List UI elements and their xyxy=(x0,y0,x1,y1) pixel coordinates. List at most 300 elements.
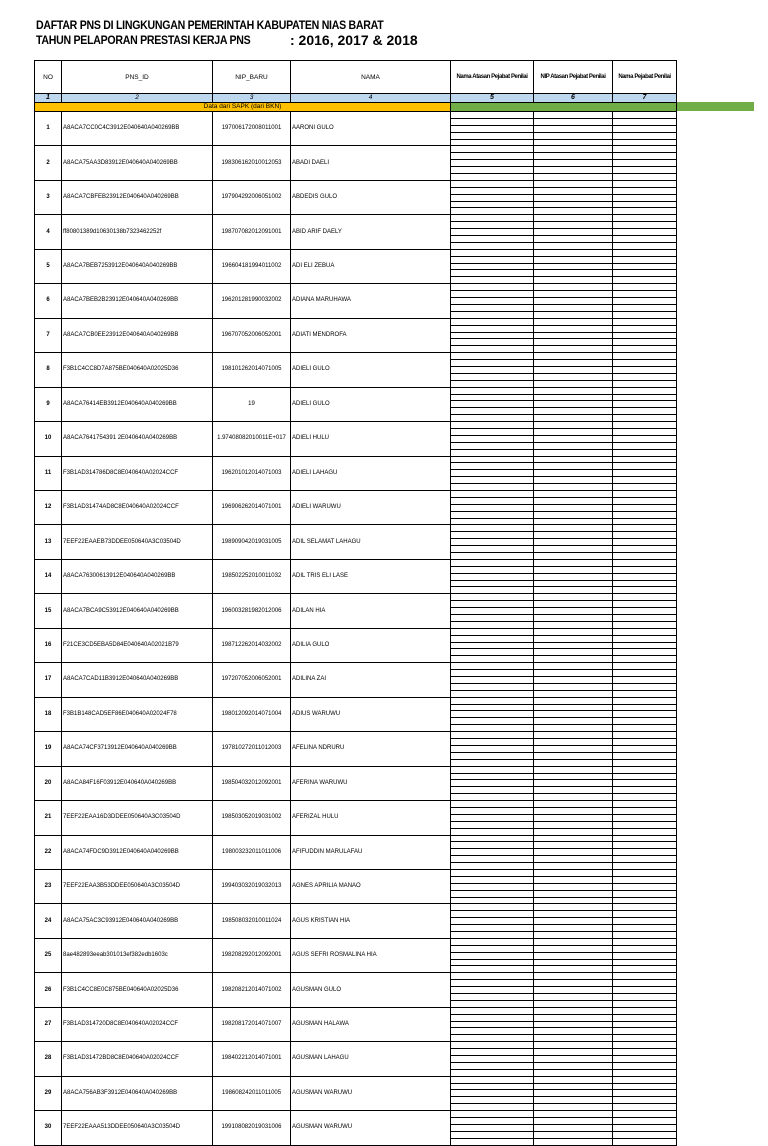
cell-nama-pejabat[interactable] xyxy=(613,566,677,573)
cell-nama-atasan[interactable] xyxy=(451,1056,534,1063)
cell-nip-atasan[interactable] xyxy=(534,277,613,284)
cell-nama-pejabat[interactable] xyxy=(613,366,677,373)
cell-nip-atasan[interactable] xyxy=(534,787,613,794)
cell-nip-atasan[interactable] xyxy=(534,525,613,532)
cell-nama-atasan[interactable] xyxy=(451,732,534,739)
cell-nama-pejabat[interactable] xyxy=(613,608,677,615)
cell-nama-atasan[interactable] xyxy=(451,449,534,456)
cell-nip[interactable]: 199108082019031006 xyxy=(213,1111,291,1145)
cell-no[interactable]: 5 xyxy=(35,249,62,283)
cell-nip[interactable]: 198707082012091001 xyxy=(213,215,291,249)
cell-nip[interactable]: 198508032010011024 xyxy=(213,904,291,938)
cell-nama-pejabat[interactable] xyxy=(613,580,677,587)
cell-nama[interactable]: ADIANA MARUHAWA xyxy=(291,284,451,318)
cell-nama[interactable]: AGUS SEFRI ROSMALINA HIA xyxy=(291,938,451,972)
cell-nama-atasan[interactable] xyxy=(451,187,534,194)
cell-nip-atasan[interactable] xyxy=(534,518,613,525)
cell-nama-atasan[interactable] xyxy=(451,931,534,938)
cell-nama[interactable]: AGUSMAN GULO xyxy=(291,973,451,1007)
cell-nama-atasan[interactable] xyxy=(451,752,534,759)
cell-nip-atasan[interactable] xyxy=(534,325,613,332)
cell-nama-pejabat[interactable] xyxy=(613,187,677,194)
cell-nama-atasan[interactable] xyxy=(451,553,534,560)
col-header-pns-id[interactable]: PNS_ID xyxy=(62,61,213,94)
cell-nama-atasan[interactable] xyxy=(451,849,534,856)
cell-nip-atasan[interactable] xyxy=(534,490,613,497)
cell-nama-pejabat[interactable] xyxy=(613,1124,677,1131)
cell-nama-pejabat[interactable] xyxy=(613,380,677,387)
cell-nama-atasan[interactable] xyxy=(451,270,534,277)
cell-nip-atasan[interactable] xyxy=(534,752,613,759)
cell-nama-pejabat[interactable] xyxy=(613,1021,677,1028)
cell-nama-pejabat[interactable] xyxy=(613,690,677,697)
cell-nip-atasan[interactable] xyxy=(534,911,613,918)
cell-nama[interactable]: ADIL SELAMAT LAHAGU xyxy=(291,525,451,559)
cell-nama-atasan[interactable] xyxy=(451,222,534,229)
cell-nama-atasan[interactable] xyxy=(451,428,534,435)
cell-pns-id[interactable]: F21CE3CD5EBA5D84E040640A02021B79 xyxy=(62,628,213,662)
cell-nama-atasan[interactable] xyxy=(451,718,534,725)
cell-nama-pejabat[interactable] xyxy=(613,649,677,656)
cell-nama-pejabat[interactable] xyxy=(613,1007,677,1014)
cell-nip[interactable]: 198402212014071001 xyxy=(213,1042,291,1076)
cell-nama-atasan[interactable] xyxy=(451,773,534,780)
cell-nama-atasan[interactable] xyxy=(451,311,534,318)
cell-nama-atasan[interactable] xyxy=(451,373,534,380)
cell-nip-atasan[interactable] xyxy=(534,842,613,849)
cell-nama-pejabat[interactable] xyxy=(613,428,677,435)
cell-nip-atasan[interactable] xyxy=(534,904,613,911)
cell-nama-atasan[interactable] xyxy=(451,304,534,311)
cell-nama-pejabat[interactable] xyxy=(613,683,677,690)
cell-nama-pejabat[interactable] xyxy=(613,980,677,987)
cell-nama-pejabat[interactable] xyxy=(613,883,677,890)
cell-nama[interactable]: AGNES APRILIA MANAO xyxy=(291,869,451,903)
cell-nama-pejabat[interactable] xyxy=(613,1118,677,1125)
col-header-nama[interactable]: NAMA xyxy=(291,61,451,94)
cell-nama-atasan[interactable] xyxy=(451,518,534,525)
cell-nama-pejabat[interactable] xyxy=(613,208,677,215)
cell-nama-atasan[interactable] xyxy=(451,677,534,684)
cell-nama-pejabat[interactable] xyxy=(613,180,677,187)
cell-nip-atasan[interactable] xyxy=(534,360,613,367)
cell-nama-atasan[interactable] xyxy=(451,415,534,422)
cell-nama-atasan[interactable] xyxy=(451,1124,534,1131)
cell-nip-atasan[interactable] xyxy=(534,959,613,966)
cell-nama[interactable]: ADIELI GULO xyxy=(291,387,451,421)
cell-nama-pejabat[interactable] xyxy=(613,1042,677,1049)
cell-nama-atasan[interactable] xyxy=(451,484,534,491)
cell-nip-atasan[interactable] xyxy=(534,835,613,842)
cell-nip-atasan[interactable] xyxy=(534,683,613,690)
cell-nip[interactable]: 198504032012092001 xyxy=(213,766,291,800)
cell-nip-atasan[interactable] xyxy=(534,801,613,808)
cell-nama-atasan[interactable] xyxy=(451,1104,534,1111)
cell-nama-atasan[interactable] xyxy=(451,435,534,442)
cell-nip[interactable]: 197904292006051002 xyxy=(213,180,291,214)
cell-nip-atasan[interactable] xyxy=(534,415,613,422)
cell-nip-atasan[interactable] xyxy=(534,139,613,146)
cell-nama-atasan[interactable] xyxy=(451,628,534,635)
cell-nama-atasan[interactable] xyxy=(451,683,534,690)
cell-nama-pejabat[interactable] xyxy=(613,525,677,532)
cell-nama-atasan[interactable] xyxy=(451,525,534,532)
cell-nama-pejabat[interactable] xyxy=(613,711,677,718)
cell-nip[interactable]: 198208212014071002 xyxy=(213,973,291,1007)
cell-nip-atasan[interactable] xyxy=(534,242,613,249)
cell-no[interactable]: 22 xyxy=(35,835,62,869)
cell-nama-pejabat[interactable] xyxy=(613,635,677,642)
cell-nip-atasan[interactable] xyxy=(534,222,613,229)
cell-nip-atasan[interactable] xyxy=(534,311,613,318)
cell-nama-pejabat[interactable] xyxy=(613,270,677,277)
cell-nama-pejabat[interactable] xyxy=(613,987,677,994)
cell-nama-atasan[interactable] xyxy=(451,573,534,580)
cell-nama-atasan[interactable] xyxy=(451,532,534,539)
cell-pns-id[interactable]: A8ACA7CAD11B3912E040640A040269BB xyxy=(62,663,213,697)
cell-nama-atasan[interactable] xyxy=(451,394,534,401)
cell-nama-atasan[interactable] xyxy=(451,945,534,952)
cell-nama-pejabat[interactable] xyxy=(613,773,677,780)
cell-nama-atasan[interactable] xyxy=(451,318,534,325)
cell-nip[interactable]: 197810272011012003 xyxy=(213,732,291,766)
cell-nip[interactable]: 196201281990032002 xyxy=(213,284,291,318)
cell-nama-atasan[interactable] xyxy=(451,973,534,980)
cell-nama-atasan[interactable] xyxy=(451,1021,534,1028)
cell-nama-pejabat[interactable] xyxy=(613,732,677,739)
cell-nip-atasan[interactable] xyxy=(534,697,613,704)
cell-nip-atasan[interactable] xyxy=(534,732,613,739)
cell-nip-atasan[interactable] xyxy=(534,346,613,353)
cell-nip-atasan[interactable] xyxy=(534,1042,613,1049)
cell-nama-atasan[interactable] xyxy=(451,298,534,305)
cell-nip-atasan[interactable] xyxy=(534,773,613,780)
cell-nip-atasan[interactable] xyxy=(534,463,613,470)
cell-nip-atasan[interactable] xyxy=(534,952,613,959)
cell-nama-pejabat[interactable] xyxy=(613,470,677,477)
cell-nama-atasan[interactable] xyxy=(451,745,534,752)
cell-nama-atasan[interactable] xyxy=(451,380,534,387)
cell-nip[interactable]: 196707052006052001 xyxy=(213,318,291,352)
cell-nama-pejabat[interactable] xyxy=(613,959,677,966)
cell-nip-atasan[interactable] xyxy=(534,1118,613,1125)
cell-nip-atasan[interactable] xyxy=(534,601,613,608)
cell-nip-atasan[interactable] xyxy=(534,477,613,484)
cell-no[interactable]: 4 xyxy=(35,215,62,249)
cell-nama-pejabat[interactable] xyxy=(613,849,677,856)
cell-nip-atasan[interactable] xyxy=(534,931,613,938)
cell-nama-pejabat[interactable] xyxy=(613,435,677,442)
cell-nip-atasan[interactable] xyxy=(534,332,613,339)
cell-nip-atasan[interactable] xyxy=(534,649,613,656)
cell-nama-pejabat[interactable] xyxy=(613,553,677,560)
cell-nama[interactable]: AARONI GULO xyxy=(291,112,451,146)
cell-nama[interactable]: AGUS KRISTIAN HIA xyxy=(291,904,451,938)
cell-nama-atasan[interactable] xyxy=(451,215,534,222)
cell-nama-pejabat[interactable] xyxy=(613,284,677,291)
cell-nama-pejabat[interactable] xyxy=(613,242,677,249)
cell-pns-id[interactable]: F3B1C4CC8D7A875BE040640A02025D36 xyxy=(62,353,213,387)
cell-nama-pejabat[interactable] xyxy=(613,332,677,339)
cell-nama[interactable]: ABADI DAELI xyxy=(291,146,451,180)
cell-nip[interactable]: 198712262014032002 xyxy=(213,628,291,662)
cell-nip-atasan[interactable] xyxy=(534,987,613,994)
cell-nama-pejabat[interactable] xyxy=(613,1090,677,1097)
cell-nama-pejabat[interactable] xyxy=(613,794,677,801)
cell-nama[interactable]: ADI ELI ZEBUA xyxy=(291,249,451,283)
cell-nama-pejabat[interactable] xyxy=(613,931,677,938)
cell-nama-atasan[interactable] xyxy=(451,477,534,484)
cell-pns-id[interactable]: F3B1B148CAD5EF86E040640A02024F78 xyxy=(62,697,213,731)
cell-nama-pejabat[interactable] xyxy=(613,504,677,511)
cell-nama-atasan[interactable] xyxy=(451,807,534,814)
cell-nama-atasan[interactable] xyxy=(451,208,534,215)
cell-nama-pejabat[interactable] xyxy=(613,160,677,167)
cell-nama-pejabat[interactable] xyxy=(613,739,677,746)
cell-nama-atasan[interactable] xyxy=(451,904,534,911)
cell-nama-atasan[interactable] xyxy=(451,201,534,208)
cell-nip-atasan[interactable] xyxy=(534,594,613,601)
cell-nama-pejabat[interactable] xyxy=(613,518,677,525)
cell-pns-id[interactable]: 7EEF22EAAEB73DDEE050640A3C03504D xyxy=(62,525,213,559)
cell-nama-atasan[interactable] xyxy=(451,787,534,794)
cell-nama-pejabat[interactable] xyxy=(613,677,677,684)
cell-nama-pejabat[interactable] xyxy=(613,325,677,332)
cell-pns-id[interactable]: 7EEF22EAA3B53DDEE050640A3C03504D xyxy=(62,869,213,903)
cell-nip-atasan[interactable] xyxy=(534,580,613,587)
cell-nama-pejabat[interactable] xyxy=(613,387,677,394)
cell-nip-atasan[interactable] xyxy=(534,718,613,725)
cell-nama-atasan[interactable] xyxy=(451,353,534,360)
cell-nama-atasan[interactable] xyxy=(451,504,534,511)
cell-no[interactable]: 18 xyxy=(35,697,62,731)
cell-nama[interactable]: AFERIZAL HULU xyxy=(291,801,451,835)
cell-nama-atasan[interactable] xyxy=(451,249,534,256)
cell-no[interactable]: 26 xyxy=(35,973,62,1007)
cell-nip-atasan[interactable] xyxy=(534,1131,613,1138)
cell-nip-atasan[interactable] xyxy=(534,539,613,546)
cell-nama-pejabat[interactable] xyxy=(613,869,677,876)
cell-nama-pejabat[interactable] xyxy=(613,745,677,752)
cell-nama-atasan[interactable] xyxy=(451,511,534,518)
cell-nip-atasan[interactable] xyxy=(534,511,613,518)
cell-pns-id[interactable]: A8ACA756AB3F3912E040640A040269BB xyxy=(62,1076,213,1110)
cell-nama-atasan[interactable] xyxy=(451,325,534,332)
cell-nip[interactable]: 198608242011011005 xyxy=(213,1076,291,1110)
cell-nama-pejabat[interactable] xyxy=(613,594,677,601)
cell-nip-atasan[interactable] xyxy=(534,828,613,835)
cell-nip-atasan[interactable] xyxy=(534,167,613,174)
cell-nip-atasan[interactable] xyxy=(534,174,613,181)
cell-nip-atasan[interactable] xyxy=(534,1069,613,1076)
cell-nama-pejabat[interactable] xyxy=(613,298,677,305)
cell-nip-atasan[interactable] xyxy=(534,814,613,821)
cell-nama-atasan[interactable] xyxy=(451,1000,534,1007)
cell-nip-atasan[interactable] xyxy=(534,794,613,801)
cell-nip-atasan[interactable] xyxy=(534,146,613,153)
cell-nama-atasan[interactable] xyxy=(451,256,534,263)
cell-nama-pejabat[interactable] xyxy=(613,752,677,759)
cell-nama-atasan[interactable] xyxy=(451,360,534,367)
cell-no[interactable]: 25 xyxy=(35,938,62,972)
cell-nama[interactable]: ADILIA GULO xyxy=(291,628,451,662)
cell-nama-atasan[interactable] xyxy=(451,615,534,622)
cell-nama-atasan[interactable] xyxy=(451,139,534,146)
cell-nip-atasan[interactable] xyxy=(534,856,613,863)
cell-nip-atasan[interactable] xyxy=(534,208,613,215)
cell-nama-pejabat[interactable] xyxy=(613,1097,677,1104)
cell-nip-atasan[interactable] xyxy=(534,739,613,746)
cell-nip[interactable]: 198909042019031005 xyxy=(213,525,291,559)
cell-nama-atasan[interactable] xyxy=(451,118,534,125)
cell-nama-pejabat[interactable] xyxy=(613,229,677,236)
cell-nama[interactable]: ADIELI GULO xyxy=(291,353,451,387)
cell-nama-atasan[interactable] xyxy=(451,1062,534,1069)
cell-nama-atasan[interactable] xyxy=(451,366,534,373)
cell-nip[interactable]: 198208172014071007 xyxy=(213,1007,291,1041)
cell-nip-atasan[interactable] xyxy=(534,608,613,615)
cell-nama-pejabat[interactable] xyxy=(613,539,677,546)
cell-nama[interactable]: ADILINA ZAI xyxy=(291,663,451,697)
cell-nama-atasan[interactable] xyxy=(451,883,534,890)
cell-nip-atasan[interactable] xyxy=(534,194,613,201)
cell-nama-pejabat[interactable] xyxy=(613,890,677,897)
cell-nama-atasan[interactable] xyxy=(451,863,534,870)
cell-pns-id[interactable]: A8ACA7641754391 2E040640A040269BB xyxy=(62,422,213,456)
cell-nama-atasan[interactable] xyxy=(451,339,534,346)
col-header-no[interactable]: NO xyxy=(35,61,62,94)
cell-nama-pejabat[interactable] xyxy=(613,236,677,243)
cell-nip[interactable]: 1.97408082010011E+017 xyxy=(213,422,291,456)
cell-nama-atasan[interactable] xyxy=(451,146,534,153)
cell-nama[interactable]: AGUSMAN LAHAGU xyxy=(291,1042,451,1076)
cell-nama-pejabat[interactable] xyxy=(613,511,677,518)
cell-pns-id[interactable]: A8ACA74CF3713912E040640A040269BB xyxy=(62,732,213,766)
cell-nama-atasan[interactable] xyxy=(451,856,534,863)
cell-nama-pejabat[interactable] xyxy=(613,759,677,766)
cell-nip-atasan[interactable] xyxy=(534,883,613,890)
cell-pns-id[interactable]: 8ae482893eeab301013ef382edb1603c xyxy=(62,938,213,972)
cell-nama-atasan[interactable] xyxy=(451,587,534,594)
cell-nip[interactable]: 196003281982012006 xyxy=(213,594,291,628)
cell-pns-id[interactable]: A8ACA84F16F03912E040640A040269BB xyxy=(62,766,213,800)
cell-nip[interactable]: 198502252010011032 xyxy=(213,559,291,593)
cell-nip-atasan[interactable] xyxy=(534,925,613,932)
cell-nip-atasan[interactable] xyxy=(534,291,613,298)
cell-nama-atasan[interactable] xyxy=(451,463,534,470)
cell-nama-atasan[interactable] xyxy=(451,546,534,553)
cell-nip-atasan[interactable] xyxy=(534,263,613,270)
cell-nip[interactable]: 198012092014071004 xyxy=(213,697,291,731)
cell-no[interactable]: 2 xyxy=(35,146,62,180)
cell-no[interactable]: 13 xyxy=(35,525,62,559)
cell-no[interactable]: 30 xyxy=(35,1111,62,1145)
cell-nip[interactable]: 199403032019032013 xyxy=(213,869,291,903)
cell-nama-atasan[interactable] xyxy=(451,1049,534,1056)
cell-nama-atasan[interactable] xyxy=(451,229,534,236)
cell-nama-atasan[interactable] xyxy=(451,876,534,883)
cell-nama-atasan[interactable] xyxy=(451,1090,534,1097)
cell-nip-atasan[interactable] xyxy=(534,745,613,752)
cell-nama-atasan[interactable] xyxy=(451,759,534,766)
cell-nip-atasan[interactable] xyxy=(534,353,613,360)
cell-nip-atasan[interactable] xyxy=(534,497,613,504)
cell-nama-pejabat[interactable] xyxy=(613,422,677,429)
cell-nip-atasan[interactable] xyxy=(534,635,613,642)
cell-no[interactable]: 19 xyxy=(35,732,62,766)
cell-nama-pejabat[interactable] xyxy=(613,876,677,883)
cell-nama-pejabat[interactable] xyxy=(613,642,677,649)
cell-nama-pejabat[interactable] xyxy=(613,911,677,918)
col-header-nip-atasan[interactable]: NIP Atasan Pejabat Penilai xyxy=(534,61,613,94)
cell-nama-atasan[interactable] xyxy=(451,1111,534,1118)
cell-nama-atasan[interactable] xyxy=(451,594,534,601)
cell-nama-atasan[interactable] xyxy=(451,284,534,291)
cell-nip-atasan[interactable] xyxy=(534,1049,613,1056)
cell-nama-atasan[interactable] xyxy=(451,442,534,449)
cell-nama-atasan[interactable] xyxy=(451,938,534,945)
cell-nip-atasan[interactable] xyxy=(534,187,613,194)
cell-nama-pejabat[interactable] xyxy=(613,1076,677,1083)
cell-nama-pejabat[interactable] xyxy=(613,304,677,311)
cell-nip-atasan[interactable] xyxy=(534,366,613,373)
cell-nama-pejabat[interactable] xyxy=(613,897,677,904)
cell-no[interactable]: 28 xyxy=(35,1042,62,1076)
cell-nama-pejabat[interactable] xyxy=(613,863,677,870)
cell-nip-atasan[interactable] xyxy=(534,249,613,256)
cell-nama-pejabat[interactable] xyxy=(613,415,677,422)
cell-nama-pejabat[interactable] xyxy=(613,1069,677,1076)
cell-no[interactable]: 14 xyxy=(35,559,62,593)
cell-nip-atasan[interactable] xyxy=(534,180,613,187)
cell-nama-pejabat[interactable] xyxy=(613,994,677,1001)
cell-nama-atasan[interactable] xyxy=(451,780,534,787)
cell-no[interactable]: 23 xyxy=(35,869,62,903)
cell-nip-atasan[interactable] xyxy=(534,553,613,560)
cell-nama-pejabat[interactable] xyxy=(613,442,677,449)
cell-nip-atasan[interactable] xyxy=(534,373,613,380)
cell-nama-atasan[interactable] xyxy=(451,153,534,160)
cell-nama-pejabat[interactable] xyxy=(613,408,677,415)
cell-nama-pejabat[interactable] xyxy=(613,277,677,284)
cell-nama-atasan[interactable] xyxy=(451,794,534,801)
cell-nama[interactable]: AFIFUDDIN MARULAFAU xyxy=(291,835,451,869)
cell-nama-pejabat[interactable] xyxy=(613,463,677,470)
cell-nama-atasan[interactable] xyxy=(451,566,534,573)
cell-nip-atasan[interactable] xyxy=(534,1083,613,1090)
cell-nama-atasan[interactable] xyxy=(451,1007,534,1014)
cell-nip-atasan[interactable] xyxy=(534,566,613,573)
cell-nama-pejabat[interactable] xyxy=(613,1000,677,1007)
cell-nama-pejabat[interactable] xyxy=(613,656,677,663)
cell-nama-atasan[interactable] xyxy=(451,1083,534,1090)
cell-nip-atasan[interactable] xyxy=(534,229,613,236)
cell-nip-atasan[interactable] xyxy=(534,1090,613,1097)
cell-nama-atasan[interactable] xyxy=(451,697,534,704)
cell-nama-pejabat[interactable] xyxy=(613,1028,677,1035)
cell-nip-atasan[interactable] xyxy=(534,125,613,132)
cell-nama-atasan[interactable] xyxy=(451,1076,534,1083)
cell-nama-atasan[interactable] xyxy=(451,559,534,566)
cell-nip-atasan[interactable] xyxy=(534,422,613,429)
cell-nip-atasan[interactable] xyxy=(534,112,613,119)
cell-nama-atasan[interactable] xyxy=(451,814,534,821)
cell-nama[interactable]: ADIUS WARUWU xyxy=(291,697,451,731)
cell-nama-pejabat[interactable] xyxy=(613,497,677,504)
cell-nip[interactable]: 198101262014071005 xyxy=(213,353,291,387)
cell-nip-atasan[interactable] xyxy=(534,532,613,539)
cell-nip-atasan[interactable] xyxy=(534,318,613,325)
